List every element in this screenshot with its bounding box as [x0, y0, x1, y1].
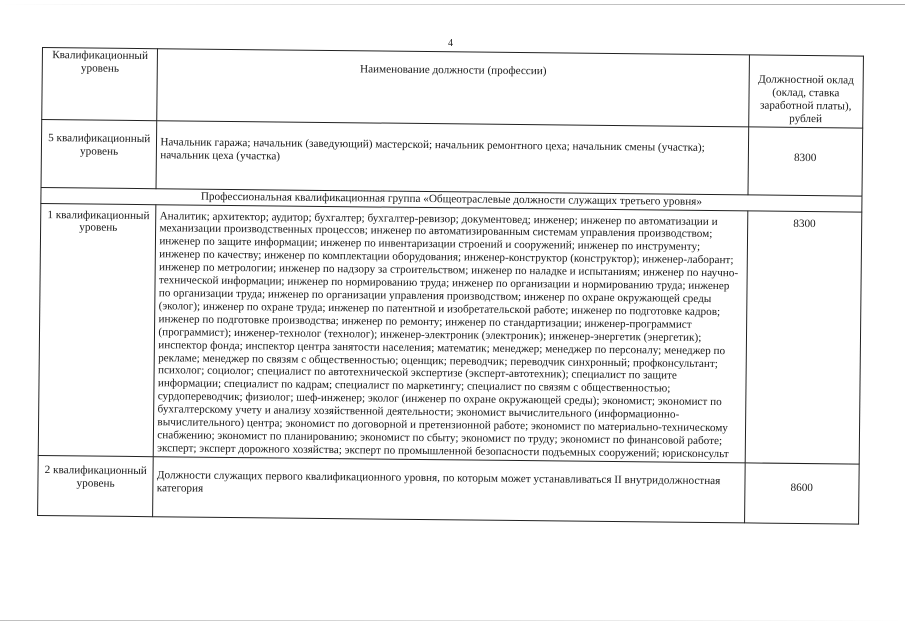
row-level: 5 квалификационный уровень [41, 119, 157, 188]
row-salary: 8300 [745, 210, 862, 463]
header-name: Наименование должности (профессии) [157, 49, 749, 127]
table-header-row [42, 48, 864, 128]
row-level: 1 квалификационный уровень [38, 203, 156, 456]
group-title: Профессиональная квалификационная группа «Общеотраслевые должности служащих третьего уровня» [41, 187, 862, 212]
scan-edge-bottom [0, 620, 905, 621]
row-name: Должности служащих первого квалификационного уровня, по которым может устанавливаться II внутридолжностная категория [153, 456, 745, 522]
scan-edge-top [0, 4, 905, 5]
row-salary: 8600 [744, 463, 859, 524]
header-level: Квалификационный уровень [42, 48, 158, 121]
page-number: 4 [448, 38, 453, 49]
row-level: 2 квалификационный уровень [38, 455, 154, 516]
table-row [38, 455, 860, 524]
qualification-table [37, 47, 864, 524]
table-row [38, 203, 862, 464]
header-salary: Должностной оклад (оклад, ставка заработной платы), рублей [748, 55, 863, 128]
table-row [41, 119, 863, 196]
row-salary: 8300 [748, 127, 863, 196]
row-name: Аналитик; архитектор; аудитор; бухгалтер; бухгалтер-ревизор; документовед; инженер; инженер по автоматизации и механизации производственных процессов; инженер по автоматизированным системам управления производством; инженер по защите информации; инженер по инвентаризации строений и сооружений; инженер по инструменту; инженер по качеству; инженер по комплектации оборудования; инженер-конструктор (конструктор); инженер-лаборант; инженер по метрологии; инженер по надзору за строительством; инженер по наладке и испытаниям; инженер по научно-технической информации; инженер по нормированию труда; инженер по организации и нормированию труда; инженер по организации труда; инженер по организации управления производством; инженер по охране окружающей среды (эколог); инженер по охране труда; инженер по патентной и изобретательской работе; инженер по подготовке кадров; инженер по подготовке производства; инженер по ремонту; инженер по стандартизации; инженер-программист (программист); инженер-технолог (технолог); инженер-электроник (электроник); инженер-энергетик (энергетик); инспектор фонда; инспектор центра занятости населения; математик; менеджер; менеджер по персоналу; менеджер по рекламе; менеджер по связям с общественностью; оценщик; переводчик; переводчик синхронный; профконсультант; психолог; социолог; специалист по автотехнической экспертизе (эксперт-автотехник); специалист по защите информации; специалист по кадрам; специалист по маркетингу; специалист по связям с общественностью; сурдопереводчик; физиолог; шеф-инженер; эколог (инженер по охране окружающей среды); экономист; экономист по бухгалтерскому учету и анализу хозяйственной деятельности; экономист вычислительного (информационно-вычислительного) центра; экономист по договорной и претензионной работе; экономист по материально-техническому снабжению; экономист по планированию; экономист по сбыту; экономист по труду; экономист по финансовой работе; эксперт; эксперт дорожного хозяйства; эксперт по промышленной безопасности подъемных сооружений; юрисконсульт [154, 204, 748, 462]
row-name: Начальник гаража; начальник (заведующий) мастерской; начальник ремонтного цеха; начальник смены (участка); начальник цеха (участка) [156, 120, 748, 194]
